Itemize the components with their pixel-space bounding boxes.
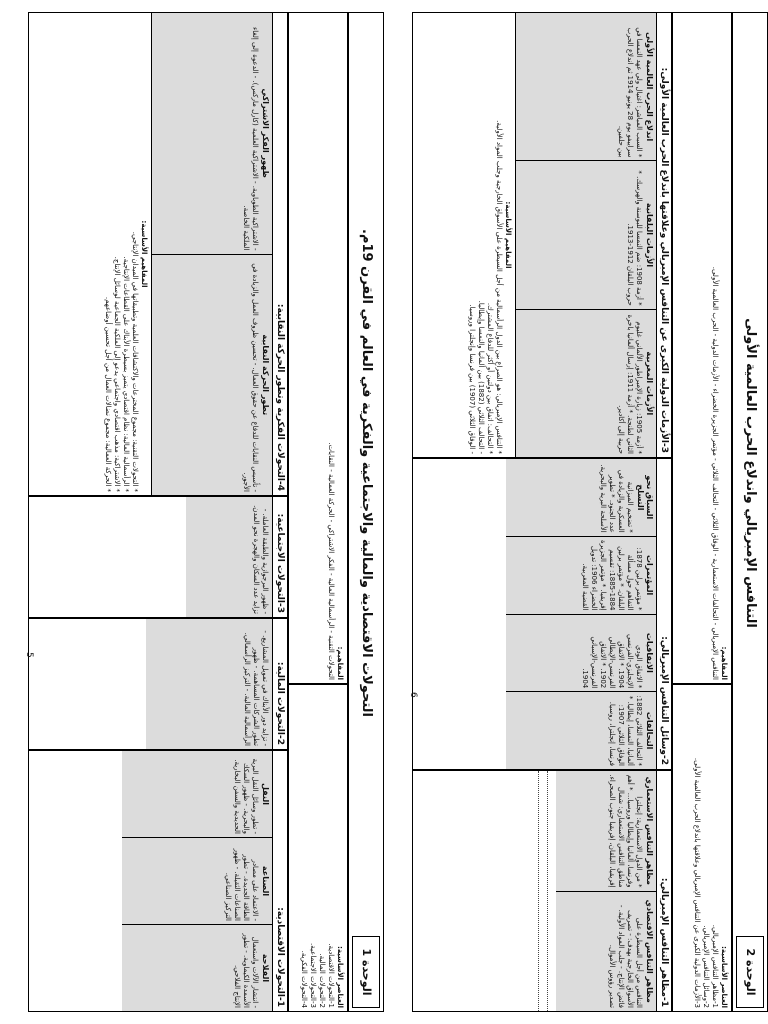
unit-2-label: الوحدة 2 (736, 936, 764, 1008)
section-2-col (506, 614, 656, 692)
unit-2-header (732, 12, 768, 1012)
col-heading: المؤتمرات (645, 555, 654, 596)
col-heading: تطور الحركة النقابية (261, 334, 270, 416)
section-2-cols (506, 459, 656, 769)
unit-1-title: التحولات الاقتصادية والمالية والاجتماعية والفكرية في العالم في القرن 19م. (359, 229, 374, 717)
col-text: * تضخيم الميزانية العسكرية والزيادة في عدد الجنود. * تطوير الأسلحة البرية والبحرية. (599, 464, 634, 533)
section-1-col (556, 891, 656, 1012)
section-title: 3-التحولات الاجتماعية: (272, 497, 287, 617)
unit-2-concepts-label: المفاهيم: (720, 646, 728, 680)
unit-2-concepts (672, 12, 732, 684)
definition: * الرأسمالية المالية: نظام اقتصادي يتميز بسيطرة الأبناك على القطاعات الإنتاجية. (122, 256, 130, 492)
unit-2-section-3 (412, 12, 672, 458)
answer-line (538, 771, 547, 1011)
col-text: * أزمة 1905: زيارة الإمبراطور الألماني غليوم الثاني لطنجة. * أزمة 1911: إرسال ألمانيا باخرة حربية إلى أكادير. (617, 314, 643, 454)
section-title: 1-مظاهر التنافس الإمبريالي: (656, 771, 671, 1011)
unit-2-top-row (672, 12, 732, 1012)
col-text: * مؤتمر برلين 1878: التفاهم حول مسألة البلقان. * مؤتمر برلين 1884-1885: تقسيم إفريقيا. * مؤتمر الجزيرة الخضراء 1906: تدويل القضية المغربية. (581, 540, 643, 611)
section-1-col (122, 751, 272, 837)
col-heading: مظاهر التنافس الاقتصادي (645, 899, 654, 1003)
unit-1-section-2 (28, 618, 288, 750)
unit-2-elements (672, 684, 732, 1012)
section-3-col (516, 13, 656, 160)
section-3-col (516, 309, 656, 457)
col-text: * من الدول الاستعمارية: إنجلترا وفرنسا، ألمانيا وإيطاليا وروسيا... * أهم مناطق التنافس الاستعماري: شمال إفريقيا، البلقان، إفريقيا جنوب الصحراء. (608, 774, 643, 888)
section-3-cols (516, 13, 656, 457)
col-heading: الاتفاقيات (645, 632, 654, 673)
unit-1-concepts-label: المفاهيم: (336, 646, 344, 680)
section-title: 4-التحولات الفكرية وتطور الحركة النقابية: (272, 13, 287, 495)
col-text: * الاتفاق الودي الإنجليزي-الفرنسي 1904. * الاتفاق الفرنسي-الإيطالي 1902. * الاتفاق الفرنسي-الإسباني 1904. (581, 634, 643, 689)
col-heading: مظاهر التنافس الاستعماري (645, 776, 654, 885)
definition: - التحالف الثلاثي (1882) بين ألمانيا والنمسا وإيطاليا. (477, 300, 485, 454)
unit-2-section-2 (412, 458, 672, 770)
unit-2-section-1 (412, 770, 672, 1012)
definition: * التحولات التقنية: مجموع المخترعات والاكتشافات العلمية وتطبيقاتها في الميدان الإنتاجي. (131, 231, 139, 492)
unit-1-element: 1-التحولات الاقتصادية. (327, 943, 335, 1008)
col-text: * السبب المباشر: اغتيال ولي عهد النمسا في سراييفو يوم 28 يونيو 1914 ثم اندلاع الحرب بين حلفين. (617, 27, 643, 158)
unit-2-concepts-text: التنافس الإمبريالي - التحالفات الاستعمارية - الوفاق الثلاثي - التحالف الثلاثي - مؤتمر الجزيرة الخضراء - الأزمات الدولية - الحرب العالمية الأولى. (711, 266, 719, 680)
page-number: 5 (24, 652, 34, 658)
col-heading: السباق نحو التسلح (636, 475, 654, 520)
section-2-text: - تزايد دور الأبناك في تمويل المشاريع. - تطور الشركات المساهمة. - ظهور الرأسمالية المالية. - التركيز الرأسمالي. (146, 619, 272, 749)
answer-line (547, 771, 556, 1011)
section-1-col (122, 837, 272, 924)
definitions-title: المفاهيم الأساسية: (504, 201, 512, 269)
unit-1-section-3 (28, 496, 288, 618)
unit-1-header (348, 12, 384, 1012)
unit-1-sections (28, 12, 288, 1012)
section-4-col (152, 13, 272, 254)
unit-2-elements-label: العناصر الأساسية: (720, 946, 728, 1008)
col-text: - الاشتراكية الطوباوية. - الاشتراكية العلمية (كارل ماركس). - الدعوة إلى إلغاء الملكية الخاصة. (242, 26, 259, 251)
col-text: التنافس من أجل السيطرة على الأسواق الخارجية بهدف: - تصريف فائض الإنتاج. - جلب المواد الأولية. - تصدير رؤوس الأموال. (608, 904, 643, 1008)
definition: - الوفاق الثلاثي (1907) بين فرنسا وإنجلترا وروسيا. (468, 304, 476, 454)
unit-2-element: 1-مظاهر التنافس الإمبريالي. (711, 924, 719, 1008)
col-heading: الصناعة (261, 865, 270, 897)
unit-1-concepts-text: التحولات التقنية - الرأسمالية المالية - الفكر الاشتراكي - الحركة العمالية - النقابات. (327, 442, 335, 680)
page-number: 6 (408, 692, 418, 698)
section-4-col (152, 254, 272, 496)
unit-1-elements-label: العناصر الأساسية: (336, 946, 344, 1008)
section-4-cols (152, 13, 272, 495)
col-heading: الفلاحة (261, 953, 270, 983)
unit-1-definitions (100, 13, 152, 495)
page-unit-1-content (24, 12, 384, 1012)
section-2-col (506, 459, 656, 536)
unit-2-element: 2-وسائل التنافس الإمبريالي. (702, 925, 710, 1008)
unit-1-element: 3-التحولات الاجتماعية. (309, 943, 317, 1008)
col-heading: التحالفات (645, 711, 654, 750)
definition: * الاشتراكية: مذهب اقتصادي واجتماعي يدعو إلى الملكية الجماعية لوسائل الإنتاج. (113, 256, 121, 492)
page-unit-2 (384, 0, 768, 1024)
unit-1-concepts (288, 12, 348, 684)
unit-2-definitions (464, 13, 516, 457)
section-1-cols (122, 751, 272, 1011)
unit-1-section-4 (28, 12, 288, 496)
col-text: * التحالف الثلاثي 1882: ألمانيا، النمسا، إيطاليا. * الوفاق الثلاثي 1907: فرنسا، إنجلترا، روسيا. (608, 695, 643, 766)
section-1-col (122, 924, 272, 1011)
unit-2-sections (412, 12, 672, 1012)
section-title: 1-التحولات الاقتصادية: (272, 751, 287, 1011)
definitions-title: المفاهيم الأساسية: (140, 220, 148, 288)
col-text: - انتشار الآلات واستعمال الأسمدة الكيماوية. - تطور الإنتاج الفلاحي. (233, 933, 259, 1008)
unit-2-element: 3-الأزمات الدولية الكبرى عن التنافس الإمبريالي وعلاقتها باندلاع الحرب العالمية الأولى. (693, 757, 701, 1008)
section-2-col (506, 536, 656, 614)
page-unit-2-content (408, 12, 768, 1012)
col-heading: الأزمات المغربية (645, 351, 654, 416)
section-title: 3-الأزمات الدولية الكبرى عن التنافس الإمبريالي وعلاقتها باندلاع الحرب العالمية الأولى: (656, 13, 671, 457)
col-text: * أزمة 1908: ضم النمسا للبوسنة والهرسك. * حروب البلقان 1912-1913. (626, 170, 643, 306)
section-1-col (556, 771, 656, 891)
unit-1-elements (288, 684, 348, 1012)
section-2-col (506, 691, 656, 769)
col-text: - تطور وسائل النقل البرية والبحرية. - ظهور السكك الحديدية والسفن البخارية. (233, 758, 259, 834)
col-heading: النقل (261, 783, 270, 805)
section-3-text: - ظهور البرجوازية والطبقة العاملة. - تزايد عدد السكان والهجرة نحو المدن. (186, 497, 272, 617)
definition: * التحالف: اتفاق بين دولتين أو أكثر للدفاع المشترك. (486, 302, 494, 454)
col-heading: ظهور الفكر الاشتراكي (261, 88, 270, 178)
unit-1-element: 2-التحولات المالية. (318, 953, 326, 1008)
col-heading: الأزمات البلقانية (645, 202, 654, 268)
definition: * التنافس الإمبريالي: هو الصراع بين الدول الرأسمالية من أجل السيطرة على الأسواق الخارجية وجلب المواد الأولية. (495, 120, 503, 454)
col-heading: اندلاع الحرب العالمية الأولى (645, 32, 654, 142)
section-3-col (516, 160, 656, 308)
unit-1-top-row (288, 12, 348, 1012)
unit-1-section-1 (28, 750, 288, 1012)
col-text: - الاعتماد على مصادر الطاقة الجديدة. - تطور الصناعات الثقيلة. - ظهور التركيز الصناعي. (224, 848, 259, 921)
section-title: 2-التحولات المالية: (272, 619, 287, 749)
unit-2-title: التنافس الإمبريالي واندلاع الحرب العالمية الأولى (743, 318, 758, 628)
definition: * الحركة العمالية: مجموع نضالات العمال من أجل تحسين أوضاعهم. (104, 296, 112, 492)
unit-1-element: 4-التحولات الفكرية. (300, 950, 308, 1008)
section-1-cols (556, 771, 656, 1011)
col-text: - تأسيس النقابات للدفاع عن حقوق العمال. - تحسين ظروف العمل والزيادة في الأجور. (242, 263, 259, 492)
section-title: 2-وسائل التنافس الإمبريالي: (656, 459, 671, 769)
unit-1-label: الوحدة 1 (352, 936, 380, 1008)
